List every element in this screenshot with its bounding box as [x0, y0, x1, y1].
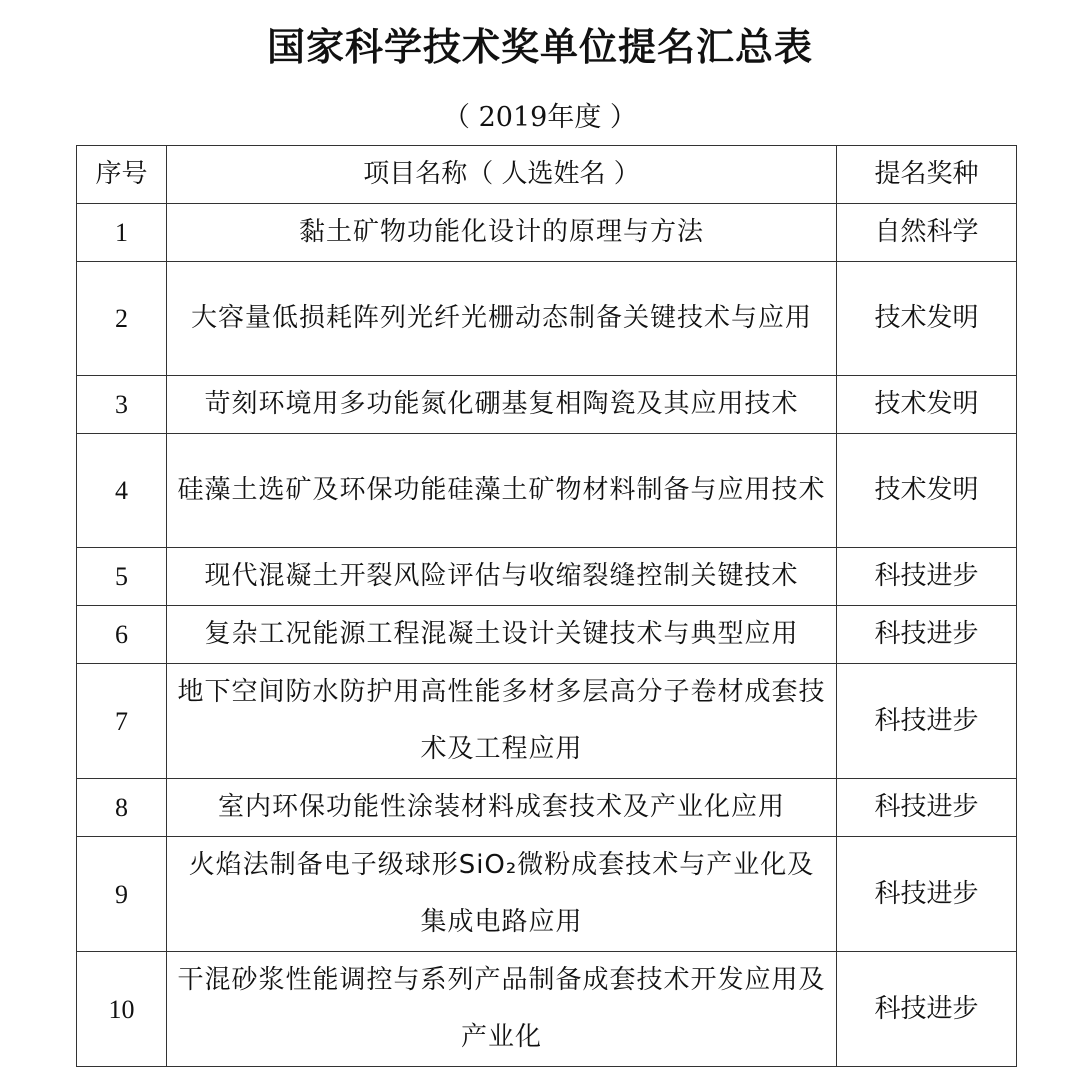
row-seq: 1: [77, 204, 167, 262]
nomination-table: [76, 145, 1017, 1067]
row-seq: 6: [77, 606, 167, 664]
row-project: 室内环保功能性涂装材料成套技术及产业化应用: [167, 779, 837, 837]
row-award: 科技进步: [837, 606, 1017, 664]
row-seq: 5: [77, 548, 167, 606]
row-seq: 2: [77, 262, 167, 376]
row-project: 干混砂浆性能调控与系列产品制备成套技术开发应用及产业化: [167, 952, 837, 1067]
table-row: [77, 606, 1017, 664]
header-project: 项目名称（ 人选姓名 ）: [167, 146, 837, 204]
row-seq: 8: [77, 779, 167, 837]
row-project: 黏土矿物功能化设计的原理与方法: [167, 204, 837, 262]
row-seq: 4: [77, 434, 167, 548]
row-project: 苛刻环境用多功能氮化硼基复相陶瓷及其应用技术: [167, 376, 837, 434]
row-award: 技术发明: [837, 262, 1017, 376]
row-award: 自然科学: [837, 204, 1017, 262]
row-award: 技术发明: [837, 434, 1017, 548]
row-award: 科技进步: [837, 548, 1017, 606]
row-project: 地下空间防水防护用高性能多材多层高分子卷材成套技术及工程应用: [167, 664, 837, 779]
table-header-row: [77, 146, 1017, 204]
row-award: 科技进步: [837, 664, 1017, 779]
row-award: 科技进步: [837, 952, 1017, 1067]
row-seq: 7: [77, 664, 167, 779]
table-row: [77, 376, 1017, 434]
table-row: [77, 664, 1017, 779]
row-award: 技术发明: [837, 376, 1017, 434]
row-seq: 9: [77, 837, 167, 952]
row-seq: 3: [77, 376, 167, 434]
table-row: [77, 434, 1017, 548]
row-project: 火焰法制备电子级球形SiO₂微粉成套技术与产业化及集成电路应用: [167, 837, 837, 952]
header-seq: 序号: [77, 146, 167, 204]
document-title: 国家科学技术奖单位提名汇总表: [266, 25, 813, 69]
table-row: [77, 952, 1017, 1067]
row-award: 科技进步: [837, 779, 1017, 837]
document-year: （ 2019年度 ）: [443, 102, 637, 133]
row-award: 科技进步: [837, 837, 1017, 952]
header-award: 提名奖种: [837, 146, 1017, 204]
row-project: 硅藻土选矿及环保功能硅藻土矿物材料制备与应用技术: [167, 434, 837, 548]
row-project: 复杂工况能源工程混凝土设计关键技术与典型应用: [167, 606, 837, 664]
table-row: [77, 204, 1017, 262]
table-row: [77, 779, 1017, 837]
row-project: 大容量低损耗阵列光纤光栅动态制备关键技术与应用: [167, 262, 837, 376]
table-row: [77, 837, 1017, 952]
row-seq: 10: [77, 952, 167, 1067]
row-project: 现代混凝土开裂风险评估与收缩裂缝控制关键技术: [167, 548, 837, 606]
table-row: [77, 262, 1017, 376]
table-row: [77, 548, 1017, 606]
